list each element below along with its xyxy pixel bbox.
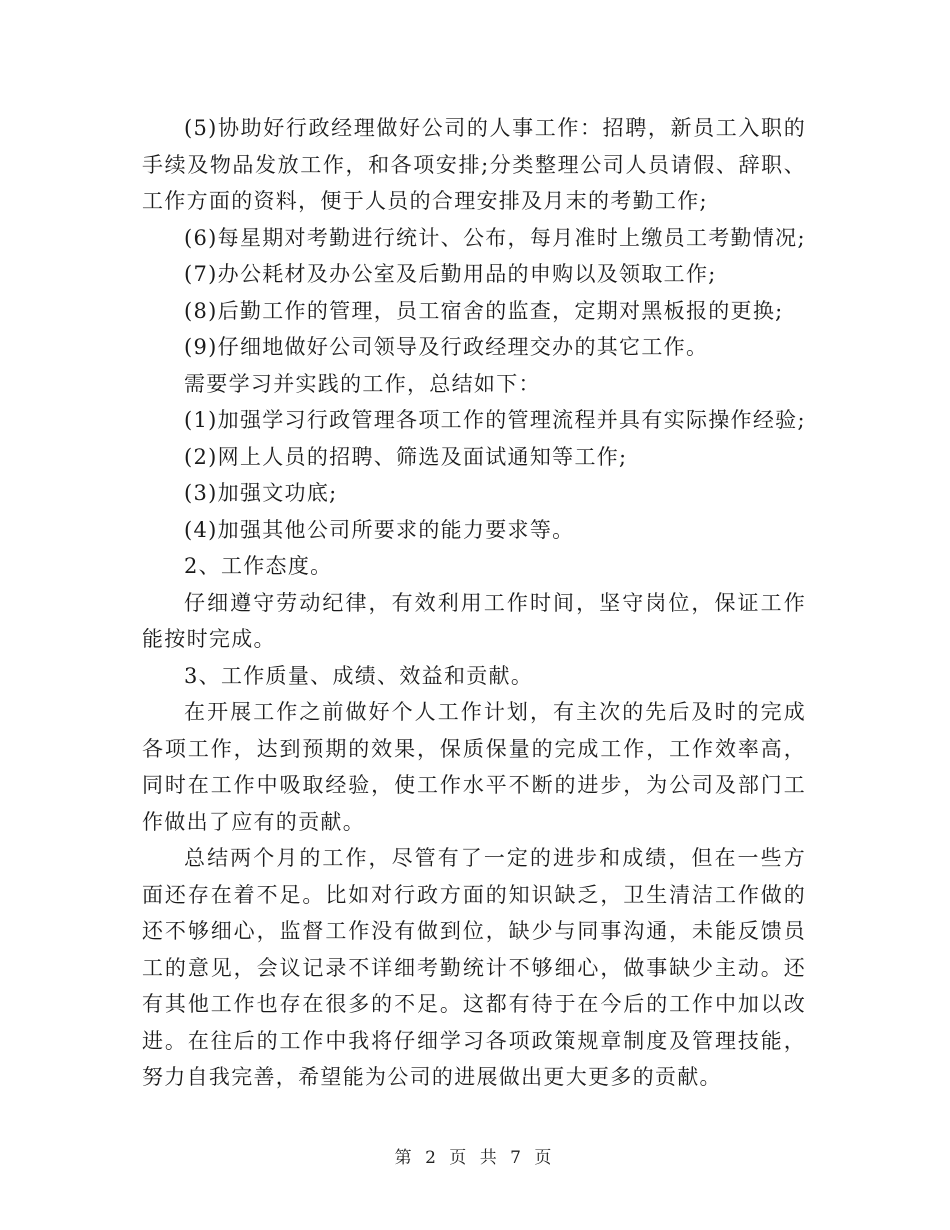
paragraph-learning-intro: 需要学习并实践的工作，总结如下： bbox=[184, 371, 541, 396]
paragraph-work-attitude: 仔细遵守劳动纪律，有效利用工作时间，坚守岗位，保证工作能按时完成。 bbox=[142, 590, 806, 651]
paragraph-work-quality: 在开展工作之前做好个人工作计划，有主次的先后及时的完成各项工作，达到预期的效果，保质保量的完成工作，工作效率高，同时在工作中吸取经验，使工作水平不断的进步，为公司及部门工作做出了应有的贡献。 bbox=[142, 700, 806, 834]
section-heading-work-attitude: 2、工作态度。 bbox=[184, 554, 333, 578]
paragraph-learning-1: (1)加强学习行政管理各项工作的管理流程并具有实际操作经验; bbox=[184, 408, 806, 432]
paragraph-summary: 总结两个月的工作，尽管有了一定的进步和成绩，但在一些方面还存在着不足。比如对行政方面的知识缺乏，卫生清洁工作做的还不够细心，监督工作没有做到位，缺少与同事沟通，未能反馈员工的意见，会议记录不详细考勤统计不够细心，做事缺少主动。还有其他工作也存在很多的不足。这都有待于在今后的工作中加以改进。在往后的工作中我将仔细学习各项政策规章制度及管理技能，努力自我完善，希望能为公司的进展做出更大更多的贡献。 bbox=[142, 846, 806, 1089]
paragraph-learning-3: (3)加强文功底; bbox=[184, 481, 338, 505]
paragraph-item-5: (5)协助好行政经理做好公司的人事工作：招聘，新员工入职的手续及物品发放工作，和各项安排;分类整理公司人员请假、辞职、工作方面的资料，便于人员的合理安排及月末的考勤工作; bbox=[142, 116, 806, 213]
paragraph-item-8: (8)后勤工作的管理，员工宿舍的监查，定期对黑板报的更换; bbox=[184, 298, 784, 323]
page-number-footer: 第 2 页 共 7 页 bbox=[394, 1148, 556, 1168]
paragraph-item-6: (6)每星期对考勤进行统计、公布，每月准时上缴员工考勤情况; bbox=[184, 225, 806, 250]
document-body bbox=[142, 110, 806, 1096]
paragraph-item-7: (7)办公耗材及办公室及后勤用品的申购以及领取工作; bbox=[184, 262, 717, 286]
paragraph-learning-2: (2)网上人员的招聘、筛选及面试通知等工作; bbox=[184, 444, 628, 469]
paragraph-learning-4: (4)加强其他公司所要求的能力要求等。 bbox=[184, 517, 575, 542]
section-heading-work-quality: 3、工作质量、成绩、效益和贡献。 bbox=[184, 663, 534, 688]
paragraph-item-9: (9)仔细地做好公司领导及行政经理交办的其它工作。 bbox=[184, 335, 709, 359]
